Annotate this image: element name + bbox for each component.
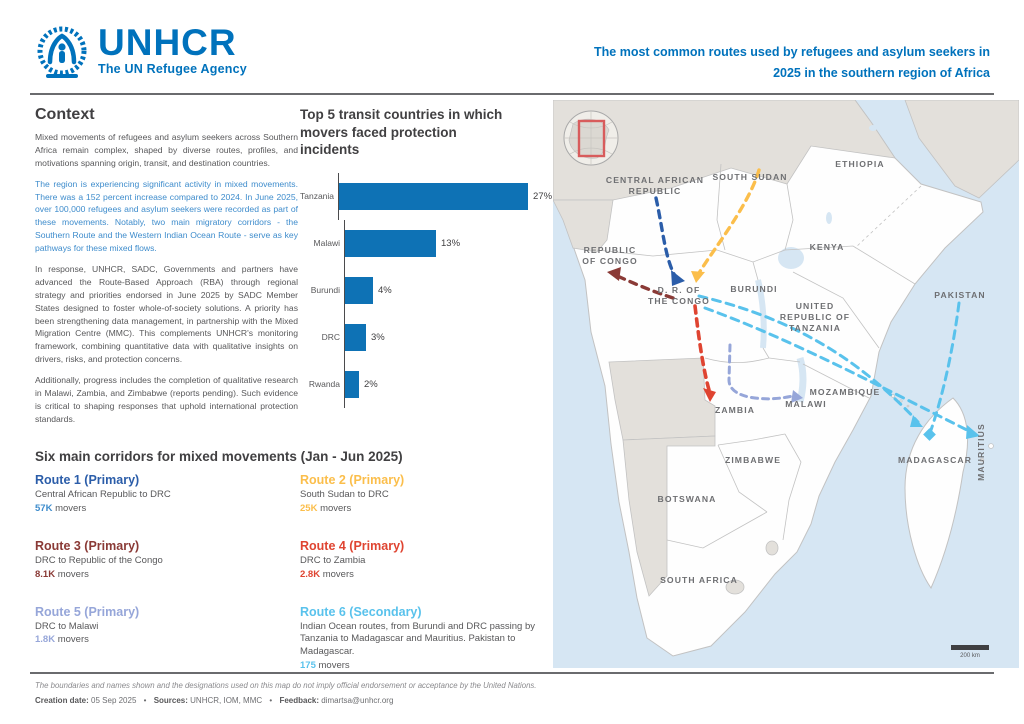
route-5-desc: DRC to Malawi	[35, 620, 99, 632]
map-label-south-sudan: SOUTH SUDAN	[712, 172, 788, 182]
route-3-desc: DRC to Republic of the Congo	[35, 554, 163, 566]
route-1-title: Route 1 (Primary)	[35, 473, 140, 487]
chart-category-label: DRC	[321, 332, 340, 343]
map-label-dr-of-the-congo: D. R. OF THE CONGO	[648, 285, 710, 306]
route-6-desc: Indian Ocean routes, from Burundi and DRC passing by Tanzania to Madagascar and Mauritius. Pakistan to Madagascar.	[300, 620, 535, 658]
map-label-central-african-republic: CENTRAL AFRICAN REPUBLIC	[605, 175, 705, 196]
chart-value-label: 2%	[364, 378, 378, 390]
context-heading: Context	[35, 106, 95, 123]
chart-value-label: 3%	[371, 331, 385, 343]
map-label-zimbabwe: ZIMBABWE	[724, 455, 782, 465]
route-3-title: Route 3 (Primary)	[35, 538, 140, 553]
route-6-block	[300, 605, 548, 671]
context-paragraph-4: Additionally, progress includes the completion of qualitative research in Malawi, Zambia, and Zimbabwe (reports pending). Such evidence is critical to shaping responses that uphold international protection standards.	[35, 375, 298, 424]
chart-category-label: Tanzania	[300, 191, 335, 202]
route-2-desc: South Sudan to DRC	[300, 489, 389, 500]
chart-row-rwanda	[300, 361, 550, 408]
map-label-kenya: KENYA	[809, 242, 845, 252]
corridors-heading: Six main corridors for mixed movements (Jan - Jun 2025)	[35, 449, 403, 464]
map-label-mozambique: MOZAMBIQUE	[809, 387, 881, 397]
creation-date-label: Creation date:	[35, 696, 89, 705]
chart-bar	[345, 371, 359, 398]
context-section	[35, 106, 298, 434]
brand-tagline: The UN Refugee Agency	[98, 62, 247, 76]
creation-date-value: 05 Sep 2025	[91, 696, 137, 705]
unhcr-logo	[34, 24, 247, 84]
context-paragraph-3: In response, UNHCR, SADC, Governments and partners have advanced the Route-Based Approach (RBA) through regional strategy and priorities endorsed in June 2025 by SADC Member States designed to foster whole-of-society solutions. A priority has been strengthening data management, in partnership with the Mixed Migration Centre (MMC). This complements UNHCR's monitoring framework, combining quantitative data with qualitative insights on drivers, risks, and protection concerns.	[35, 264, 298, 365]
route-6-title: Route 6 (Secondary)	[300, 604, 422, 619]
transit-incidents-chart	[300, 106, 553, 408]
chart-value-label: 13%	[441, 237, 461, 249]
chart-row-drc	[300, 314, 550, 361]
route-3-movers: 8.1K movers	[35, 568, 89, 580]
route-2-block	[300, 473, 548, 514]
chart-title: Top 5 transit countries in which movers faced protection incidents	[300, 107, 503, 158]
sources-label: Sources:	[153, 696, 188, 705]
route-2-movers: 25K movers	[300, 502, 352, 514]
route-1-desc: Central African Republic to DRC	[35, 489, 171, 500]
route-4-desc: DRC to Zambia	[300, 554, 366, 566]
corridors-section	[35, 449, 550, 671]
map-label-burundi: BURUNDI	[730, 284, 778, 294]
route-4-title: Route 4 (Primary)	[300, 538, 405, 553]
route-6-movers: 175 movers	[300, 660, 350, 672]
chart-bar	[339, 183, 528, 210]
route-1-movers: 57K movers	[35, 502, 87, 514]
context-paragraph-1: Mixed movements of refugees and asylum seekers across Southern Africa remain complex, shaped by diverse routes, profiles, and motivations spanning origin, transit, and destination countries.	[35, 132, 298, 168]
route-4-movers: 2.8K movers	[300, 568, 354, 580]
map-label-south-africa: SOUTH AFRICA	[660, 575, 738, 585]
route-1-block	[35, 473, 300, 514]
route-4-block	[300, 539, 548, 580]
map-label-ethiopia: ETHIOPIA	[835, 159, 885, 169]
chart-value-label: 4%	[378, 284, 392, 296]
chart-row-tanzania	[300, 173, 553, 220]
chart-plot	[300, 173, 553, 408]
chart-value-label: 27%	[533, 190, 553, 202]
route-2-title: Route 2 (Primary)	[300, 473, 405, 487]
map-label-madagascar: MADAGASCAR	[897, 455, 973, 465]
route-5-title: Route 5 (Primary)	[35, 604, 140, 619]
map-disclaimer: The boundaries and names shown and the designations used on this map do not imply official endorsement or acceptance by the United Nations.	[35, 681, 537, 690]
chart-row-burundi	[300, 267, 550, 314]
map-label-botswana: BOTSWANA	[657, 494, 717, 504]
sources-value: UNHCR, IOM, MMC	[190, 696, 263, 705]
map-label-mauritius: MAURITIUS	[976, 423, 986, 481]
feedback-email-link[interactable]: dimartsa@unhcr.org	[321, 696, 394, 705]
feedback-label: Feedback:	[279, 696, 320, 705]
page-title: The most common routes used by refugees and asylum seekers in 2025 in the southern region of Africa	[594, 45, 990, 80]
chart-row-malawi	[300, 220, 550, 267]
map-label-zambia: ZAMBIA	[714, 405, 756, 415]
header-divider	[30, 93, 994, 95]
unhcr-emblem-icon	[34, 24, 92, 84]
chart-bar	[345, 230, 436, 257]
context-paragraph-2: The region is experiencing significant activity in mixed movements. There was a 152 percent increase compared to 2024. In June 2025, over 100,000 refugees and asylum seekers were recorded as part of these movements. Notably, two main migratory corridors - the Southern Route and the Western Indian Ocean Route - serve as key pathways for these mixed flows.	[35, 178, 298, 254]
brand-text: UNHCR	[98, 22, 237, 63]
chart-category-label: Burundi	[310, 285, 340, 296]
svg-text:200 km: 200 km	[960, 653, 980, 659]
chart-category-label: Rwanda	[308, 379, 340, 390]
footer-divider	[30, 672, 994, 674]
map-label-republic-of-congo: REPUBLIC OF CONGO	[582, 245, 638, 266]
chart-bar	[345, 324, 366, 351]
chart-bar	[345, 277, 373, 304]
route-grid	[35, 473, 550, 671]
inset-globe	[564, 111, 618, 165]
route-5-movers: 1.8K movers	[35, 634, 89, 646]
africa-routes-map	[553, 100, 1019, 668]
map-label-pakistan: PAKISTAN	[934, 290, 986, 300]
chart-category-label: Malawi	[313, 238, 340, 249]
route-5-block	[35, 605, 300, 671]
map-label-malawi: MALAWI	[785, 399, 827, 409]
map-label-united-republic-of-tanzania: UNITED REPUBLIC OF TANZANIA	[779, 301, 851, 333]
footer-meta: Creation date: 05 Sep 2025 • Sources: UNHCR, IOM, MMC • Feedback: dimartsa@unhcr.org	[35, 696, 394, 705]
route-3-block	[35, 539, 300, 580]
